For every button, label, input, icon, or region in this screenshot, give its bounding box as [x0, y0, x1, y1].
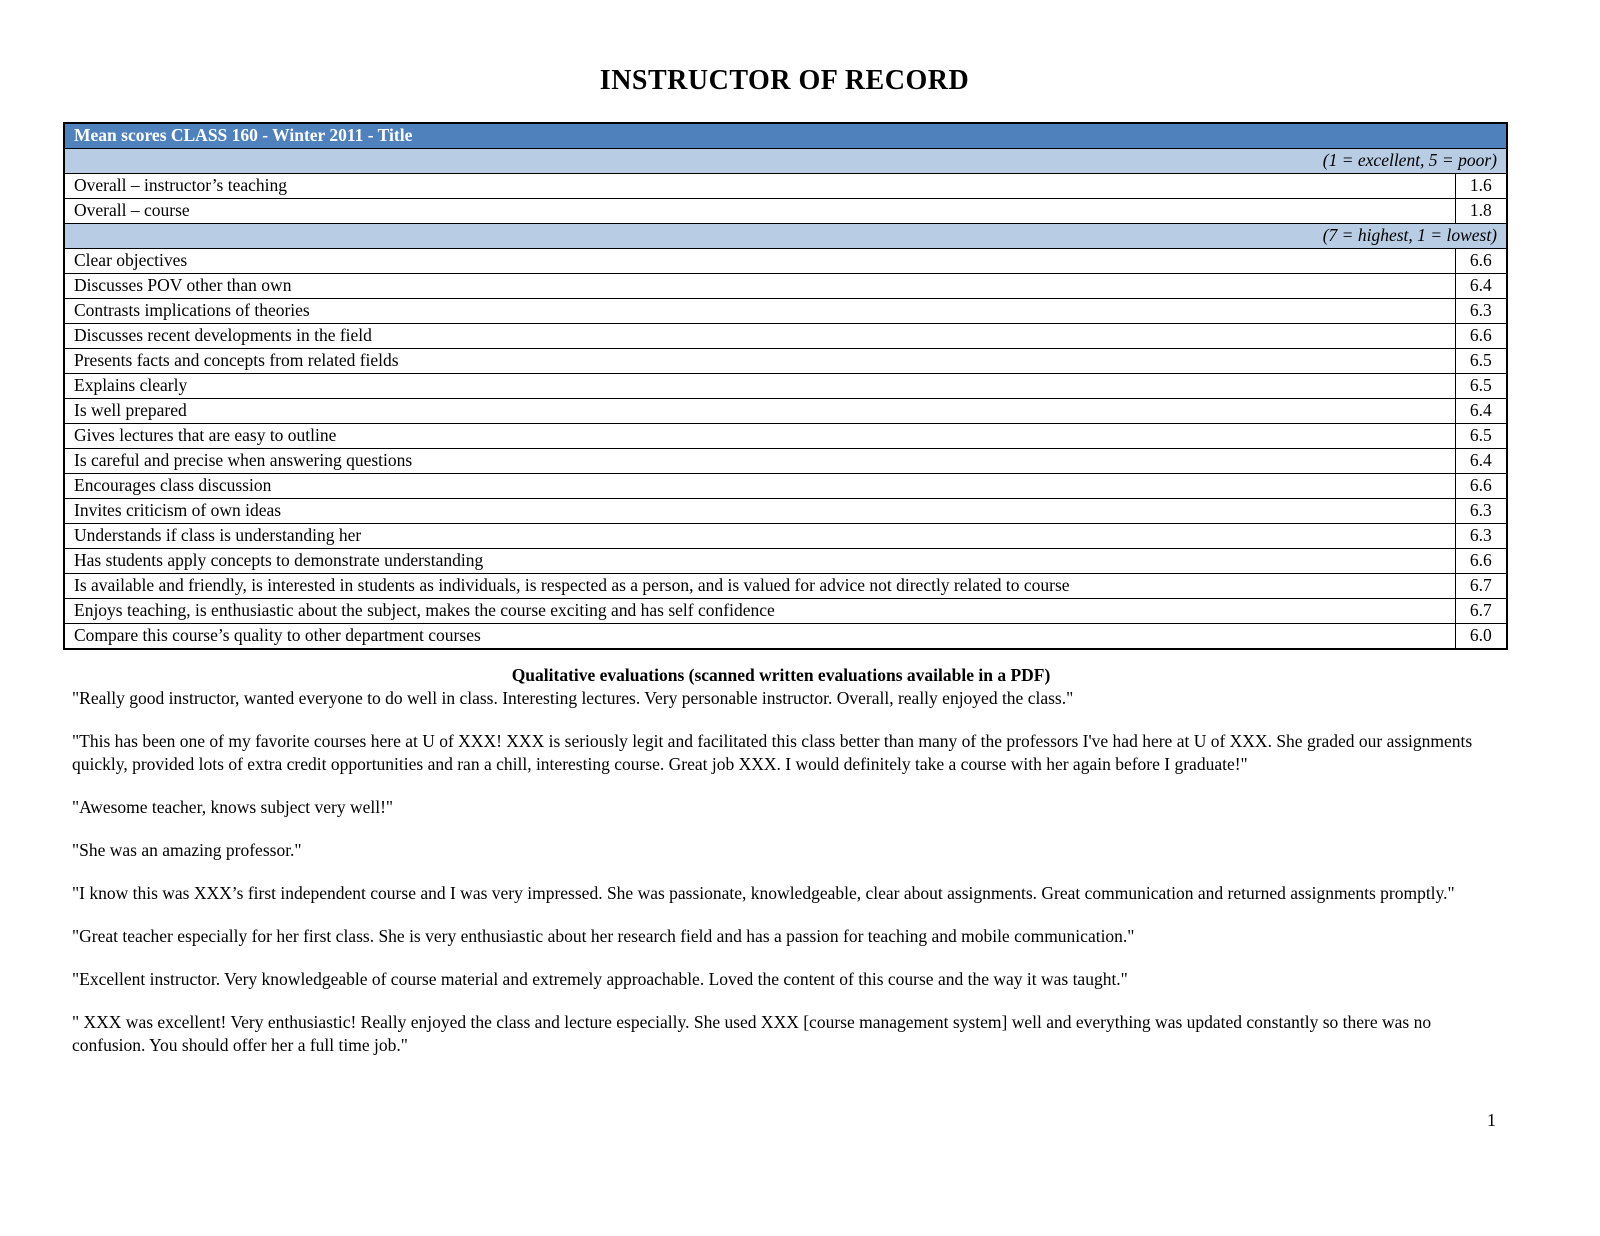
qualitative-comment: "She was an amazing professor.": [72, 840, 302, 860]
legend-row-highest-lowest: [64, 224, 1507, 249]
legend-label: (7 = highest, 1 = lowest): [64, 224, 1507, 249]
table-row: [64, 574, 1507, 599]
row-value: 6.6: [1455, 249, 1507, 274]
table-header-label: Mean scores CLASS 160 - Winter 2011 - Title: [64, 123, 1507, 149]
page-title: INSTRUCTOR OF RECORD: [599, 65, 970, 96]
row-value: 6.6: [1455, 549, 1507, 574]
row-label: Discusses recent developments in the field: [64, 324, 1455, 349]
row-label: Compare this course’s quality to other department courses: [64, 624, 1455, 650]
row-label: Enjoys teaching, is enthusiastic about the subject, makes the course exciting and has self confidence: [64, 599, 1455, 624]
row-value: 6.6: [1455, 324, 1507, 349]
row-value: 6.3: [1455, 524, 1507, 549]
qualitative-comment: "I know this was XXX’s first independent course and I was very impressed. She was passionate, knowledgeable, clear about assignments. Great communication and returned assignments promptly.": [72, 883, 1455, 903]
row-label: Encourages class discussion: [64, 474, 1455, 499]
table-row: [64, 324, 1507, 349]
qualitative-comment: "Really good instructor, wanted everyone to do well in class. Interesting lectures. Very personable instructor. Overall, really enjoyed the class.": [72, 688, 1074, 708]
row-value: 6.7: [1455, 599, 1507, 624]
row-label: Explains clearly: [64, 374, 1455, 399]
row-value: 6.4: [1455, 449, 1507, 474]
row-label: Is well prepared: [64, 399, 1455, 424]
table-row: [64, 599, 1507, 624]
table-row: [64, 499, 1507, 524]
table-row: [64, 299, 1507, 324]
row-label: Understands if class is understanding her: [64, 524, 1455, 549]
qualitative-comment: "Great teacher especially for her first class. She is very enthusiastic about her research field and has a passion for teaching and mobile communication.": [72, 926, 1135, 946]
table-row: [64, 474, 1507, 499]
table-row: [64, 424, 1507, 449]
qualitative-comment: "Excellent instructor. Very knowledgeable of course material and extremely approachable. Loved the content of this course and the way it was taught.": [72, 969, 1128, 989]
qualitative-comment: "This has been one of my favorite courses here at U of XXX! XXX is seriously legit and facilitated this class better than many of the professors I've had here at U of XXX. She graded our assignments quickly, provided lots of extra credit opportunities and ran a chill, interesting course. Great job XXX. I would definitely take a course with her again before I graduate!": [72, 731, 1473, 774]
row-value: 6.4: [1455, 274, 1507, 299]
row-label: Invites criticism of own ideas: [64, 499, 1455, 524]
row-value: 6.5: [1455, 374, 1507, 399]
row-label: Discusses POV other than own: [64, 274, 1455, 299]
table-row: [64, 549, 1507, 574]
row-value: 6.5: [1455, 349, 1507, 374]
table-row: [64, 524, 1507, 549]
row-label: Overall – instructor’s teaching: [64, 174, 1455, 199]
row-value: 6.5: [1455, 424, 1507, 449]
table-row: [64, 199, 1507, 224]
mean-scores-table: [63, 122, 1508, 650]
row-label: Is available and friendly, is interested in students as individuals, is respected as a person, and is valued for advice not directly related to course: [64, 574, 1455, 599]
qualitative-comment: " XXX was excellent! Very enthusiastic! Really enjoyed the class and lecture especially. She used XXX [course management system] well and everything was updated constantly so there was no confusion. You should offer her a full time job.": [72, 1012, 1432, 1055]
table-header-row: [64, 123, 1507, 149]
row-label: Contrasts implications of theories: [64, 299, 1455, 324]
table-row: [64, 624, 1507, 650]
table-row: [64, 449, 1507, 474]
row-value: 6.7: [1455, 574, 1507, 599]
table-row: [64, 374, 1507, 399]
legend-row-excellent-poor: [64, 149, 1507, 174]
row-label: Gives lectures that are easy to outline: [64, 424, 1455, 449]
legend-label: (1 = excellent, 5 = poor): [64, 149, 1507, 174]
row-value: 6.4: [1455, 399, 1507, 424]
table-row: [64, 249, 1507, 274]
row-label: Overall – course: [64, 199, 1455, 224]
table-row: [64, 274, 1507, 299]
table-row: [64, 349, 1507, 374]
row-label: Has students apply concepts to demonstrate understanding: [64, 549, 1455, 574]
qualitative-comment: "Awesome teacher, knows subject very well!": [72, 797, 394, 817]
row-label: Presents facts and concepts from related fields: [64, 349, 1455, 374]
row-label: Clear objectives: [64, 249, 1455, 274]
qualitative-heading: Qualitative evaluations (scanned written evaluations available in a PDF): [511, 665, 1051, 685]
row-value: 6.0: [1455, 624, 1507, 650]
row-value: 1.8: [1455, 199, 1507, 224]
row-value: 6.3: [1455, 499, 1507, 524]
table-row: [64, 399, 1507, 424]
row-label: Is careful and precise when answering questions: [64, 449, 1455, 474]
qualitative-section: [72, 664, 1490, 1057]
row-value: 6.3: [1455, 299, 1507, 324]
row-value: 6.6: [1455, 474, 1507, 499]
row-value: 1.6: [1455, 174, 1507, 199]
page-number: 1: [1487, 1110, 1496, 1130]
table-row: [64, 174, 1507, 199]
